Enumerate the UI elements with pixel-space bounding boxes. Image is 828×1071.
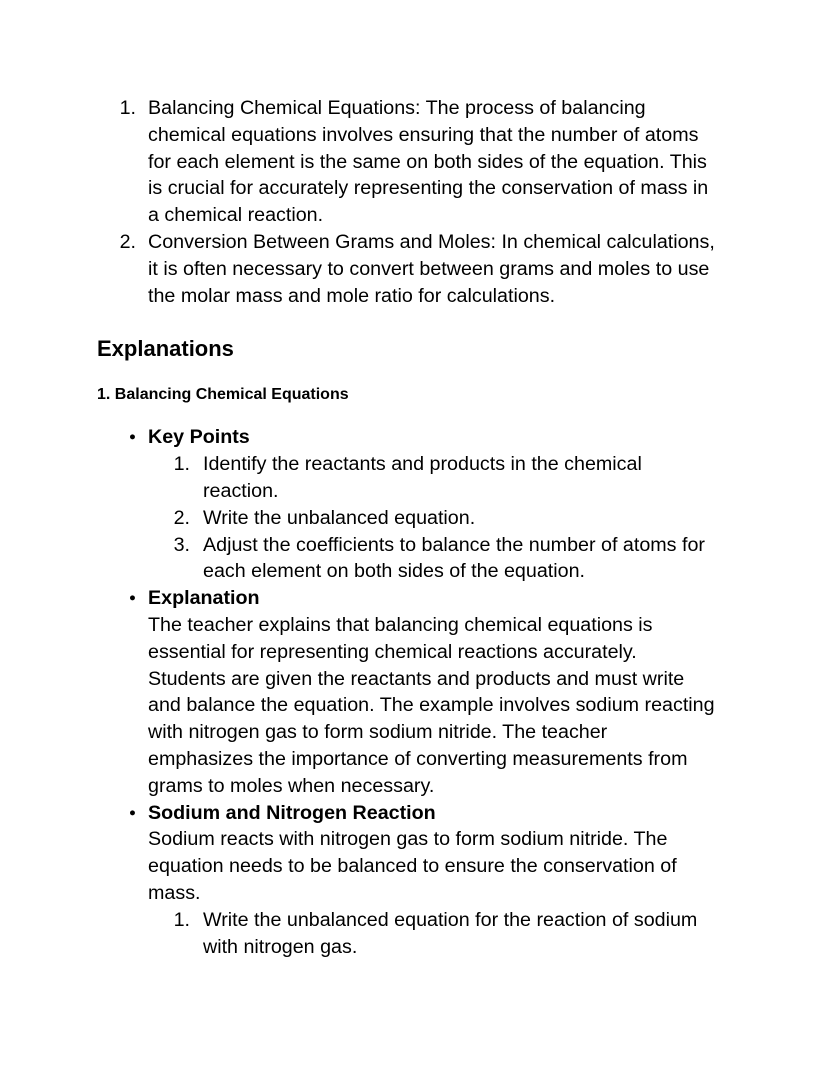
step-item-1	[148, 451, 705, 505]
text-line: for each element is the same on both sides of the equation. This	[148, 150, 707, 173]
reaction-step-1-text	[203, 907, 697, 961]
text-line: and balance the equation. The example involves sodium reacting	[148, 694, 715, 717]
text-line: it is often necessary to convert between grams and moles to use	[148, 257, 710, 280]
step-1-text	[203, 451, 642, 505]
list-number-marker: 2.	[119, 230, 136, 253]
text-line: Identify the reactants and products in the chemical	[203, 453, 642, 476]
step-number-marker: 1.	[173, 908, 190, 931]
bullet-icon: ●	[129, 592, 136, 605]
text-line: reaction.	[203, 479, 279, 502]
text-line: the molar mass and mole ratio for calculations.	[148, 284, 556, 307]
summary-item-2	[97, 229, 740, 309]
text-line: Write the unbalanced equation.	[203, 506, 476, 529]
text-line: essential for representing chemical reactions accurately.	[148, 640, 637, 663]
explanation-content	[148, 585, 715, 799]
bullet-icon: ●	[129, 806, 136, 819]
step-number-marker: 3.	[173, 533, 190, 556]
text-line: Write the unbalanced equation for the reaction of sodium	[203, 908, 698, 931]
bullet-icon: ●	[129, 431, 136, 444]
text-line: Students are given the reactants and products and must write	[148, 667, 685, 690]
summary-list	[97, 95, 740, 309]
bullet-item-sodium-reaction	[97, 800, 740, 961]
bullet-item-explanation	[97, 585, 740, 799]
sodium-reaction-title: Sodium and Nitrogen Reaction	[148, 801, 436, 824]
key-points-steps	[148, 451, 705, 585]
step-item-3	[148, 532, 705, 586]
text-line: with nitrogen gas.	[203, 935, 358, 958]
list-number-marker: 1.	[119, 97, 136, 119]
text-line: emphasizes the importance of converting measurements from	[148, 747, 688, 770]
text-line: Sodium reacts with nitrogen gas to form sodium nitride. The	[148, 828, 668, 851]
text-line: a chemical reaction.	[148, 204, 324, 227]
text-line: each element on both sides of the equation.	[203, 560, 585, 583]
text-line: mass.	[148, 881, 201, 904]
section-1-heading: 1. Balancing Chemical Equations	[97, 386, 349, 404]
key-points-content	[148, 424, 705, 585]
text-line: Conversion Between Grams and Moles: In chemical calculations,	[148, 230, 715, 253]
step-item-2	[148, 505, 705, 532]
step-2-text	[203, 505, 475, 532]
step-number-marker: 2.	[173, 506, 190, 529]
summary-item-1	[97, 95, 740, 229]
step-number-marker: 1.	[173, 453, 190, 476]
text-line: is crucial for accurately representing the conservation of mass in	[148, 177, 709, 200]
explanation-title: Explanation	[148, 587, 260, 610]
text-line: equation needs to be balanced to ensure the conservation of	[148, 855, 677, 878]
step-3-text	[203, 532, 705, 586]
reaction-step-item-1	[148, 907, 697, 961]
summary-item-2-text	[148, 229, 715, 309]
text-line: chemical equations involves ensuring that the number of atoms	[148, 123, 699, 146]
summary-item-1-text	[148, 95, 708, 229]
text-line: The teacher explains that balancing chemical equations is	[148, 613, 653, 636]
explanation-paragraph	[148, 612, 715, 800]
key-points-title: Key Points	[148, 426, 250, 449]
sodium-reaction-content	[148, 800, 697, 961]
explanations-heading: Explanations	[97, 336, 234, 362]
text-line: Balancing Chemical Equations: The process of balancing	[148, 97, 646, 119]
explanation-bullet-list	[97, 424, 740, 960]
bullet-item-key-points	[97, 424, 740, 585]
sodium-reaction-steps	[148, 907, 697, 961]
text-line: with nitrogen gas to form sodium nitride. The teacher	[148, 721, 608, 744]
text-line: grams to moles when necessary.	[148, 774, 435, 797]
sodium-reaction-paragraph	[148, 826, 697, 906]
text-line: Adjust the coefficients to balance the number of atoms for	[203, 533, 705, 556]
